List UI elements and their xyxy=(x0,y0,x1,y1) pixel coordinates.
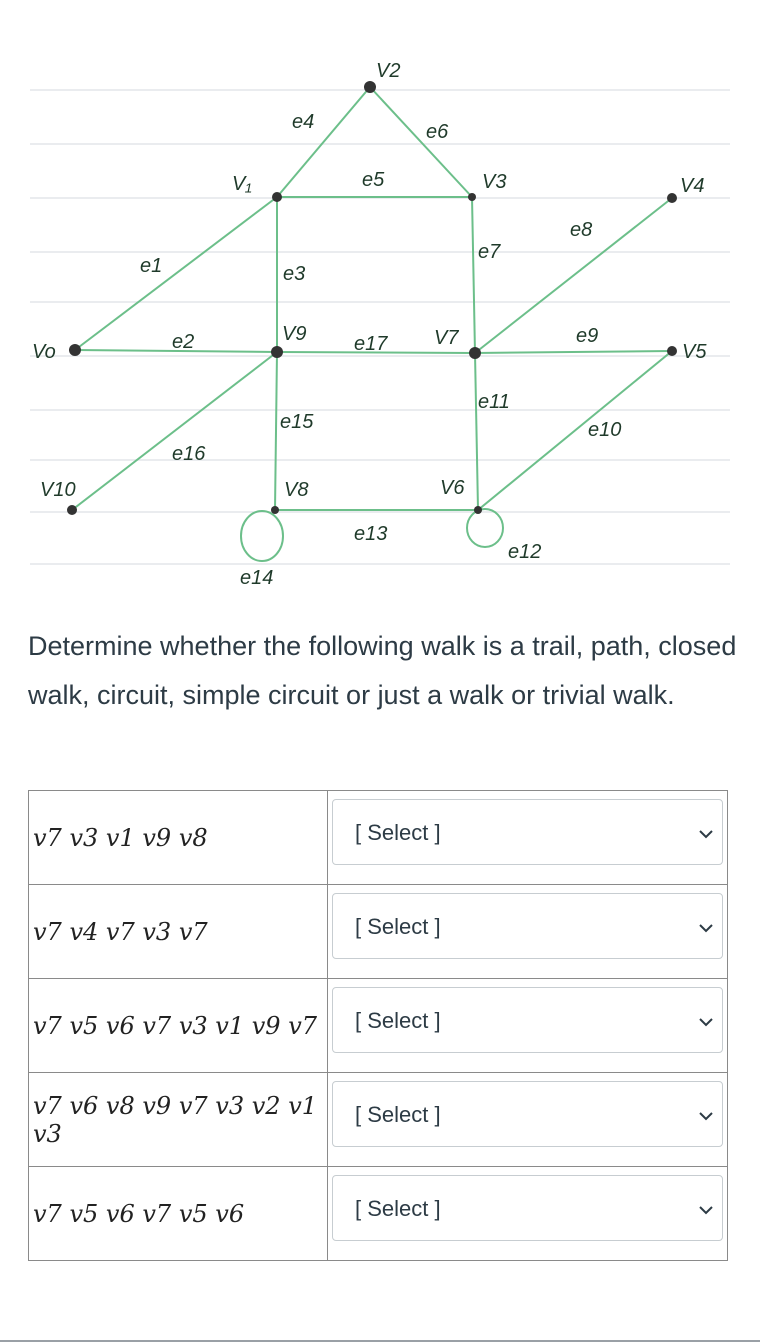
walk-cell: v7 v5 v6 v7 v3 v1 v9 v7 xyxy=(29,979,328,1073)
edge-label-e17: e17 xyxy=(354,333,388,355)
select-placeholder: [ Select ] xyxy=(355,1007,441,1033)
edge-e4 xyxy=(277,87,370,197)
edge-label-e14: e14 xyxy=(240,567,274,589)
vertex-label-v9: V9 xyxy=(282,323,307,345)
vertex-v3 xyxy=(468,193,476,201)
vertex-label-v0: Vo xyxy=(32,341,56,363)
chevron-down-icon xyxy=(698,920,714,936)
edge-label-e6: e6 xyxy=(426,121,449,143)
vertex-label-v8: V8 xyxy=(284,479,309,501)
chevron-down-icon xyxy=(698,1108,714,1124)
select-placeholder: [ Select ] xyxy=(355,1195,441,1221)
vertex-v6 xyxy=(474,506,482,514)
answer-select[interactable] xyxy=(332,893,723,959)
edge-label-e8: e8 xyxy=(570,219,593,241)
answer-select[interactable] xyxy=(332,987,723,1053)
vertex-label-v3: V3 xyxy=(482,171,507,193)
vertex-label-v7: V7 xyxy=(434,327,459,349)
edge-label-e1: e1 xyxy=(140,255,163,277)
chevron-down-icon xyxy=(698,1014,714,1030)
walk-cell: v7 v3 v1 v9 v8 xyxy=(29,791,328,885)
edge-label-e5: e5 xyxy=(362,169,385,191)
vertex-v5 xyxy=(667,346,677,356)
table-row xyxy=(29,979,728,1073)
select-placeholder: [ Select ] xyxy=(355,819,441,845)
vertex-label-v1: V₁ xyxy=(232,173,252,195)
vertex-v10 xyxy=(67,505,77,515)
select-cell xyxy=(328,885,728,979)
matching-table xyxy=(28,790,728,1261)
edge-label-e4: e4 xyxy=(292,111,315,133)
select-cell xyxy=(328,1073,728,1167)
select-cell xyxy=(328,1167,728,1261)
question-text: Determine whether the following walk is a trail, path, closed walk, circuit, simple circuit or just a walk or trivial walk. xyxy=(28,631,737,710)
walk-cell: v7 v4 v7 v3 v7 xyxy=(29,885,328,979)
divider xyxy=(0,1340,760,1342)
answer-select[interactable] xyxy=(332,1175,723,1241)
answer-select[interactable] xyxy=(332,799,723,865)
edge-label-e11: e11 xyxy=(478,391,510,413)
vertex-v8 xyxy=(271,506,279,514)
walk-cell: v7 v6 v8 v9 v7 v3 v2 v1 v3 xyxy=(29,1073,328,1167)
edge-e7 xyxy=(472,197,475,353)
select-cell xyxy=(328,979,728,1073)
select-cell xyxy=(328,791,728,885)
edge-e1 xyxy=(75,197,277,350)
table-row xyxy=(29,1167,728,1261)
edge-label-e9: e9 xyxy=(576,325,599,347)
edge-e9 xyxy=(475,351,672,353)
vertex-v4 xyxy=(667,193,677,203)
chevron-down-icon xyxy=(698,1202,714,1218)
edge-e15 xyxy=(275,352,277,510)
edge-e6 xyxy=(370,87,472,197)
edge-label-e3: e3 xyxy=(283,263,306,285)
edge-label-e12: e12 xyxy=(508,541,542,563)
table-row xyxy=(29,1073,728,1167)
vertex-label-v5: V5 xyxy=(682,341,707,363)
edge-e16 xyxy=(72,352,277,510)
vertex-v9 xyxy=(271,346,283,358)
select-placeholder: [ Select ] xyxy=(355,913,441,939)
vertex-label-v10: V10 xyxy=(40,479,76,501)
table-row xyxy=(29,885,728,979)
vertex-v2 xyxy=(364,81,376,93)
edge-label-e2: e2 xyxy=(172,331,195,353)
select-placeholder: [ Select ] xyxy=(355,1101,441,1127)
edge-label-e13: e13 xyxy=(354,523,388,545)
graph-diagram xyxy=(0,40,760,600)
vertex-label-v6: V6 xyxy=(440,477,465,499)
vertex-label-v4: V4 xyxy=(680,175,705,197)
chevron-down-icon xyxy=(698,826,714,842)
vertex-v7 xyxy=(469,347,481,359)
vertex-label-v2: V2 xyxy=(376,60,401,82)
table-row xyxy=(29,791,728,885)
walk-cell: v7 v5 v6 v7 v5 v6 xyxy=(29,1167,328,1261)
edge-label-e16: e16 xyxy=(172,443,206,465)
edge-label-e10: e10 xyxy=(588,419,622,441)
vertex-v1 xyxy=(272,192,282,202)
vertex-v0 xyxy=(69,344,81,356)
edge-e12 xyxy=(467,509,503,547)
edge-label-e7: e7 xyxy=(478,241,501,263)
answer-select[interactable] xyxy=(332,1081,723,1147)
edge-e11 xyxy=(475,353,478,510)
edge-e10 xyxy=(478,351,672,510)
edge-label-e15: e15 xyxy=(280,411,314,433)
edge-e14 xyxy=(241,511,283,561)
